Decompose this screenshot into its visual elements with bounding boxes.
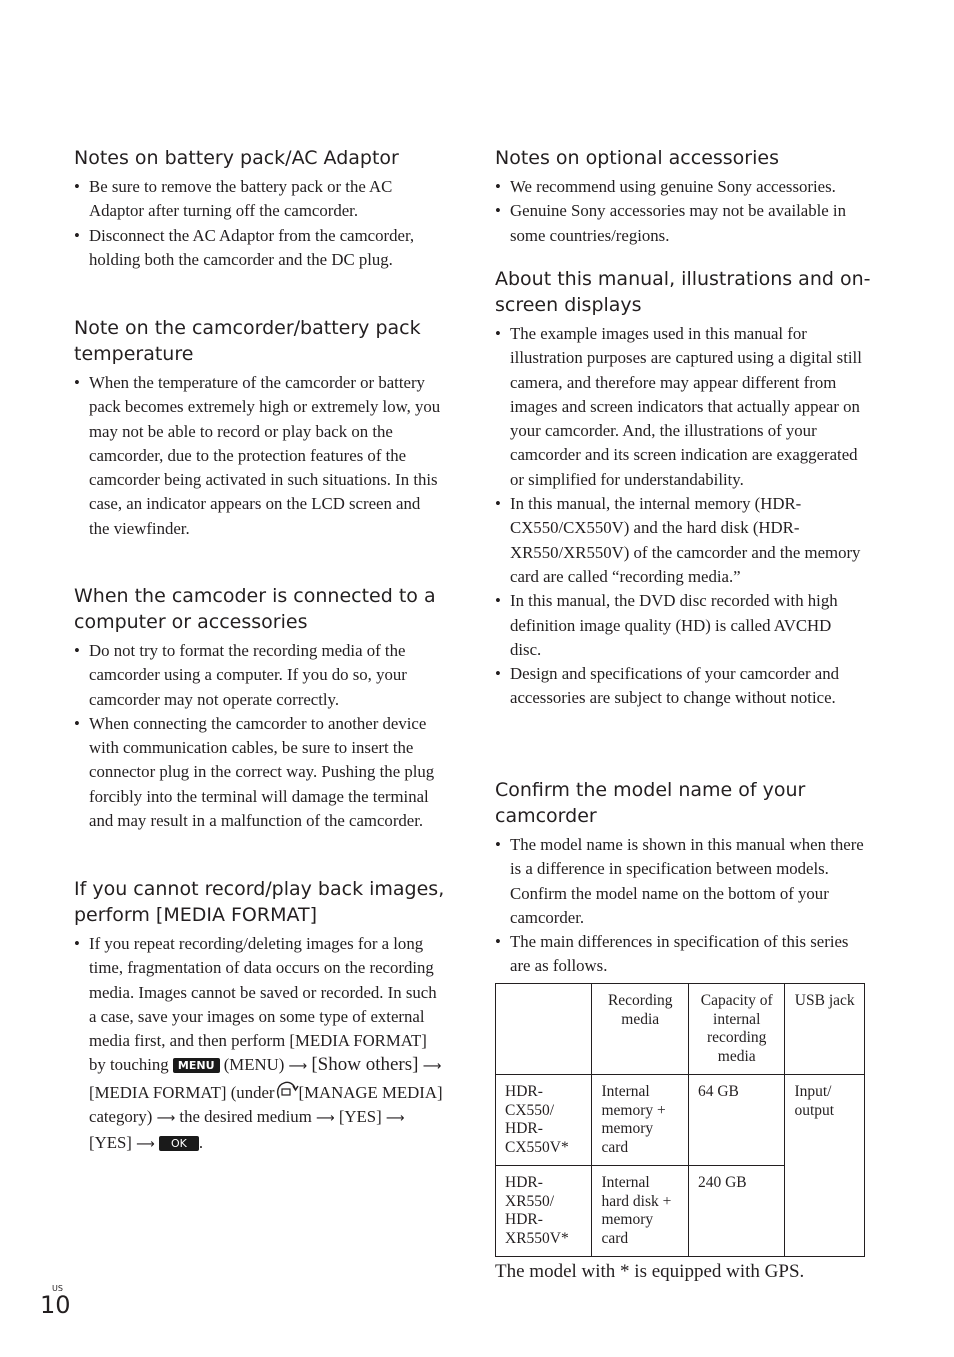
model-spec-table bbox=[495, 983, 865, 1257]
list-item: • Genuine Sony accessories may not be available in some countries/regions. bbox=[495, 199, 865, 248]
table-header-cell bbox=[496, 984, 592, 1075]
list-item: • Disconnect the AC Adaptor from the camcorder, holding both the camcorder and the DC plug. bbox=[74, 224, 444, 273]
page-region-code: US bbox=[52, 1284, 63, 1293]
arrow-right-icon: ⟶ bbox=[385, 1111, 405, 1127]
table-header-row bbox=[496, 984, 865, 1075]
bullet-list bbox=[74, 639, 444, 833]
list-item: • Design and specifications of your camcorder and accessories are subject to change without notice. bbox=[495, 662, 865, 711]
table-cell-capacity: 240 GB bbox=[688, 1166, 784, 1257]
arrow-right-icon: ⟶ bbox=[136, 1137, 155, 1153]
bullet-list bbox=[74, 371, 444, 541]
table-cell-media: Internal memory + memory card bbox=[592, 1075, 688, 1166]
table-cell-model: HDR-XR550/ HDR-XR550V* bbox=[496, 1166, 592, 1257]
step-desired-medium: the desired medium bbox=[179, 1107, 312, 1127]
page-number: 10 bbox=[40, 1291, 71, 1319]
section-heading: When the camcoder is connected to a computer or accessories bbox=[74, 585, 436, 633]
step-yes: [YES] bbox=[89, 1133, 132, 1153]
table-footnote: The model with * is equipped with GPS. bbox=[495, 1261, 805, 1282]
list-item: • The model name is shown in this manual when there is a difference in specification between models. Confirm the model name on the bottom of your camcorder. bbox=[495, 833, 865, 930]
step-menu: (MENU) bbox=[223, 1055, 285, 1075]
menu-icon: MENU bbox=[173, 1058, 220, 1073]
table-header-cell: Capacity of internal recording media bbox=[688, 984, 784, 1075]
list-item: • Be sure to remove the battery pack or the AC Adaptor after turning off the camcorder. bbox=[74, 175, 444, 224]
table-cell-media: Internal hard disk + memory card bbox=[592, 1166, 688, 1257]
ok-button-icon: OK bbox=[159, 1136, 199, 1151]
arrow-right-icon: ⟶ bbox=[422, 1059, 442, 1075]
table-cell-model: HDR-CX550/ HDR-CX550V* bbox=[496, 1075, 592, 1166]
section-heading: Note on the camcorder/battery pack temperature bbox=[74, 317, 421, 365]
list-item: • When connecting the camcorder to another device with communication cables, be sure to insert the connector plug in the correct way. Pushing the plug forcibly into the terminal will damage the terminal and may result in a malfunction of the camcorder. bbox=[74, 712, 444, 833]
list-item: • In this manual, the internal memory (HDR-CX550/CX550V) and the hard disk (HDR-XR550/XR550V) of the camcorder and the memory card are called “recording media.” bbox=[495, 492, 865, 589]
table-cell-capacity: 64 GB bbox=[688, 1075, 784, 1166]
step-manage-media: [MANAGE MEDIA] category) bbox=[89, 1082, 443, 1127]
section-heading: Confirm the model name of your camcorder bbox=[495, 779, 806, 827]
arrow-right-icon: ⟶ bbox=[288, 1059, 308, 1075]
list-item: • When the temperature of the camcorder or battery pack becomes extremely high or extremely low, you may not be able to record or play back on the camcorder, due to the protection features of the camcorder being activated in such situations. In this case, an indicator appears on the LCD screen and the viewfinder. bbox=[74, 371, 444, 541]
media-format-text: If you repeat recording/deleting images for a long time, fragmentation of data occurs on the recording media. Images cannot be saved or recorded. In such a case, save your images on some type of external media first, and then perform [MEDIA FORMAT] by touching bbox=[89, 934, 437, 1075]
list-item: • In this manual, the DVD disc recorded with high definition image quality (HD) is called AVCHD disc. bbox=[495, 589, 865, 662]
bullet-list bbox=[74, 175, 444, 272]
section-heading: Notes on battery pack/AC Adaptor bbox=[74, 147, 399, 169]
arrow-right-icon: ⟶ bbox=[315, 1111, 335, 1127]
section-heading: About this manual, illustrations and on-screen displays bbox=[495, 268, 871, 316]
section-heading: If you cannot record/play back images, perform [MEDIA FORMAT] bbox=[74, 878, 445, 926]
bullet-list bbox=[495, 322, 865, 711]
arrow-right-icon: ⟶ bbox=[156, 1111, 176, 1127]
list-item: • The main differences in specification of this series are as follows. bbox=[495, 930, 865, 979]
step-media-format: [MEDIA FORMAT] (under bbox=[89, 1082, 275, 1102]
section-heading: Notes on optional accessories bbox=[495, 147, 779, 169]
period: . bbox=[198, 1133, 204, 1153]
table-cell-usb: Input/ output bbox=[785, 1075, 865, 1257]
list-item: • The example images used in this manual for illustration purposes are captured using a digital still camera, and therefore may appear different from images and screen indicators that actually appear on your camcorder. And, the illustrations of your camcorder and its screen indication are exaggerated or simplified for understandability. bbox=[495, 322, 865, 492]
bullet-list bbox=[495, 833, 865, 979]
table-header-cell: Recording media bbox=[592, 984, 688, 1075]
table-header-cell: USB jack bbox=[785, 984, 865, 1075]
bullet-list bbox=[495, 175, 865, 248]
list-item: • We recommend using genuine Sony accessories. bbox=[495, 175, 865, 199]
manage-media-icon bbox=[275, 1080, 299, 1100]
step-show-others: [Show others] bbox=[311, 1054, 419, 1076]
bullet-list bbox=[74, 932, 444, 1158]
list-item bbox=[74, 932, 444, 1158]
step-yes: [YES] bbox=[338, 1107, 382, 1127]
list-item: • Do not try to format the recording media of the camcorder using a computer. If you do so, your camcorder may not operate correctly. bbox=[74, 639, 444, 712]
table-row bbox=[496, 1075, 865, 1166]
